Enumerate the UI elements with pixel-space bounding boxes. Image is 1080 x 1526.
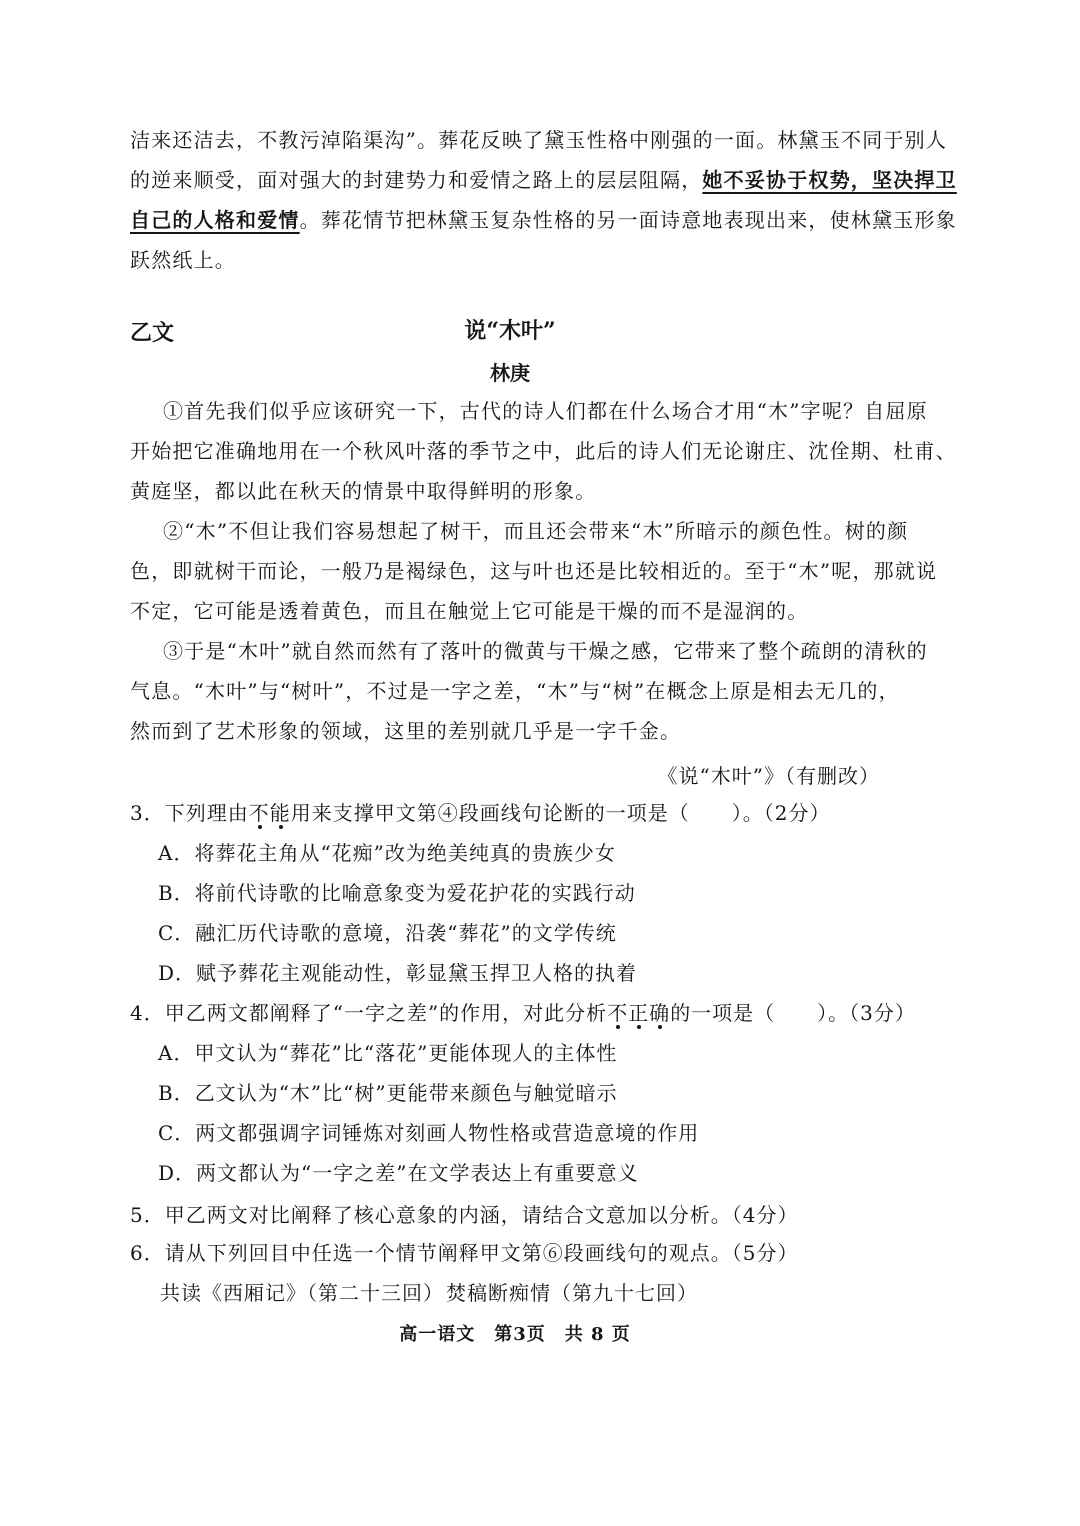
paragraph-3-line: 气息。“木叶”与“树叶”，不过是一字之差，“木”与“树”在概念上原是相去无几的， [130,679,900,703]
paragraph-3-line: ③于是“木叶”就自然而然有了落叶的微黄与干燥之感，它带来了整个疏朗的清秋的 [163,639,928,663]
question-6-stem: 6．请从下列回目中任选一个情节阐释甲文第⑥段画线句的观点。（5分） [130,1241,799,1265]
paragraph-2-line: ②“木”不但让我们容易想起了树干，而且还会带来“木”所暗示的颜色性。树的颜 [163,519,909,543]
passage-text: 。葬花情节把林黛玉复杂性格的另一面诗意地表现出来，使林黛玉形象 [299,208,957,232]
stem-text: 4．甲乙两文都阐释了“一字之差”的作用，对此分析 [130,1001,608,1025]
emphasis-dot [279,825,283,829]
question-6-choice-1: 共读《西厢记》（第二十三回） [160,1281,444,1305]
underlined-sentence: 她不妥协于权势，坚决捍卫 [702,168,957,192]
passage-label: 乙文 [130,320,175,346]
emphasis-dot [616,1025,620,1029]
question-4-option-a: A．甲文认为“葬花”比“落花”更能体现人的主体性 [158,1041,618,1065]
paragraph-1-line: ①首先我们似乎应该研究一下，古代的诗人们都在什么场合才用“木”字呢？自屈原 [163,399,928,423]
paragraph-2-line: 不定，它可能是透着黄色，而且在触觉上它可能是干燥的而不是湿润的。 [130,599,809,623]
question-3-option-a: A．将葬花主角从“花痴”改为绝美纯真的贵族少女 [158,841,616,865]
question-4-stem [130,998,916,1028]
passage-line: 跃然纸上。 [130,248,236,272]
question-3-option-c: C．融汇历代诗歌的意境，沿袭“葬花”的文学传统 [158,921,617,945]
question-4-option-c: C．两文都强调字词锤炼对刻画人物性格或营造意境的作用 [158,1121,700,1145]
paragraph-1-line: 开始把它准确地用在一个秋风叶落的季节之中，此后的诗人们无论谢庄、沈佺期、杜甫、 [130,439,957,463]
passage-title: 说“木叶” [464,318,556,344]
page-footer: 高一语文 第3页 共 8 页 [399,1324,631,1345]
emphasis-dot [658,1025,662,1029]
question-4-option-d: D．两文都认为“一字之差”在文学表达上有重要意义 [158,1161,639,1185]
passage-line: 洁来还洁去，不教污淖陷渠沟”。葬花反映了黛玉性格中刚强的一面。林黛玉不同于别人 [130,128,948,152]
question-5-stem: 5．甲乙两文对比阐释了核心意象的内涵，请结合文意加以分析。（4分） [130,1203,799,1227]
question-3-stem [130,798,830,828]
question-4-option-b: B．乙文认为“木”比“树”更能带来颜色与触觉暗示 [158,1081,618,1105]
stem-text: 用来支撑甲文第④段画线句论断的一项是（ ）。（2分） [290,801,831,825]
passage-line [130,205,957,235]
emphasis-dot [258,825,262,829]
stem-text: 3．下列理由 [130,801,249,825]
passage-author: 林庚 [490,361,530,385]
paragraph-1-line: 黄庭坚，都以此在秋天的情景中取得鲜明的形象。 [130,479,597,503]
emphasis-word: 不能 [249,801,291,825]
underlined-sentence: 自己的人格和爱情 [130,208,300,232]
question-3-option-d: D．赋予葬花主观能动性，彰显黛玉捍卫人格的执着 [158,961,638,985]
emphasis-dot [637,1025,641,1029]
emphasis-word: 不正确 [607,1001,670,1025]
paragraph-3-line: 然而到了艺术形象的领域，这里的差别就几乎是一字千金。 [130,719,682,743]
question-3-option-b: B．将前代诗歌的比喻意象变为爱花护花的实践行动 [158,881,636,905]
question-6-choice-2: 焚稿断痴情（第九十七回） [446,1281,698,1305]
stem-text: 的一项是（ ）。（3分） [670,1001,916,1025]
paragraph-2-line: 色，即就树干而论，一般乃是褐绿色，这与叶也还是比较相近的。至于“木”呢，那就说 [130,559,938,583]
source-citation: 《说“木叶”》（有删改） [657,764,880,788]
passage-text: 的逆来顺受，面对强大的封建势力和爱情之路上的层层阻隔， [130,168,703,192]
passage-line [130,165,957,195]
